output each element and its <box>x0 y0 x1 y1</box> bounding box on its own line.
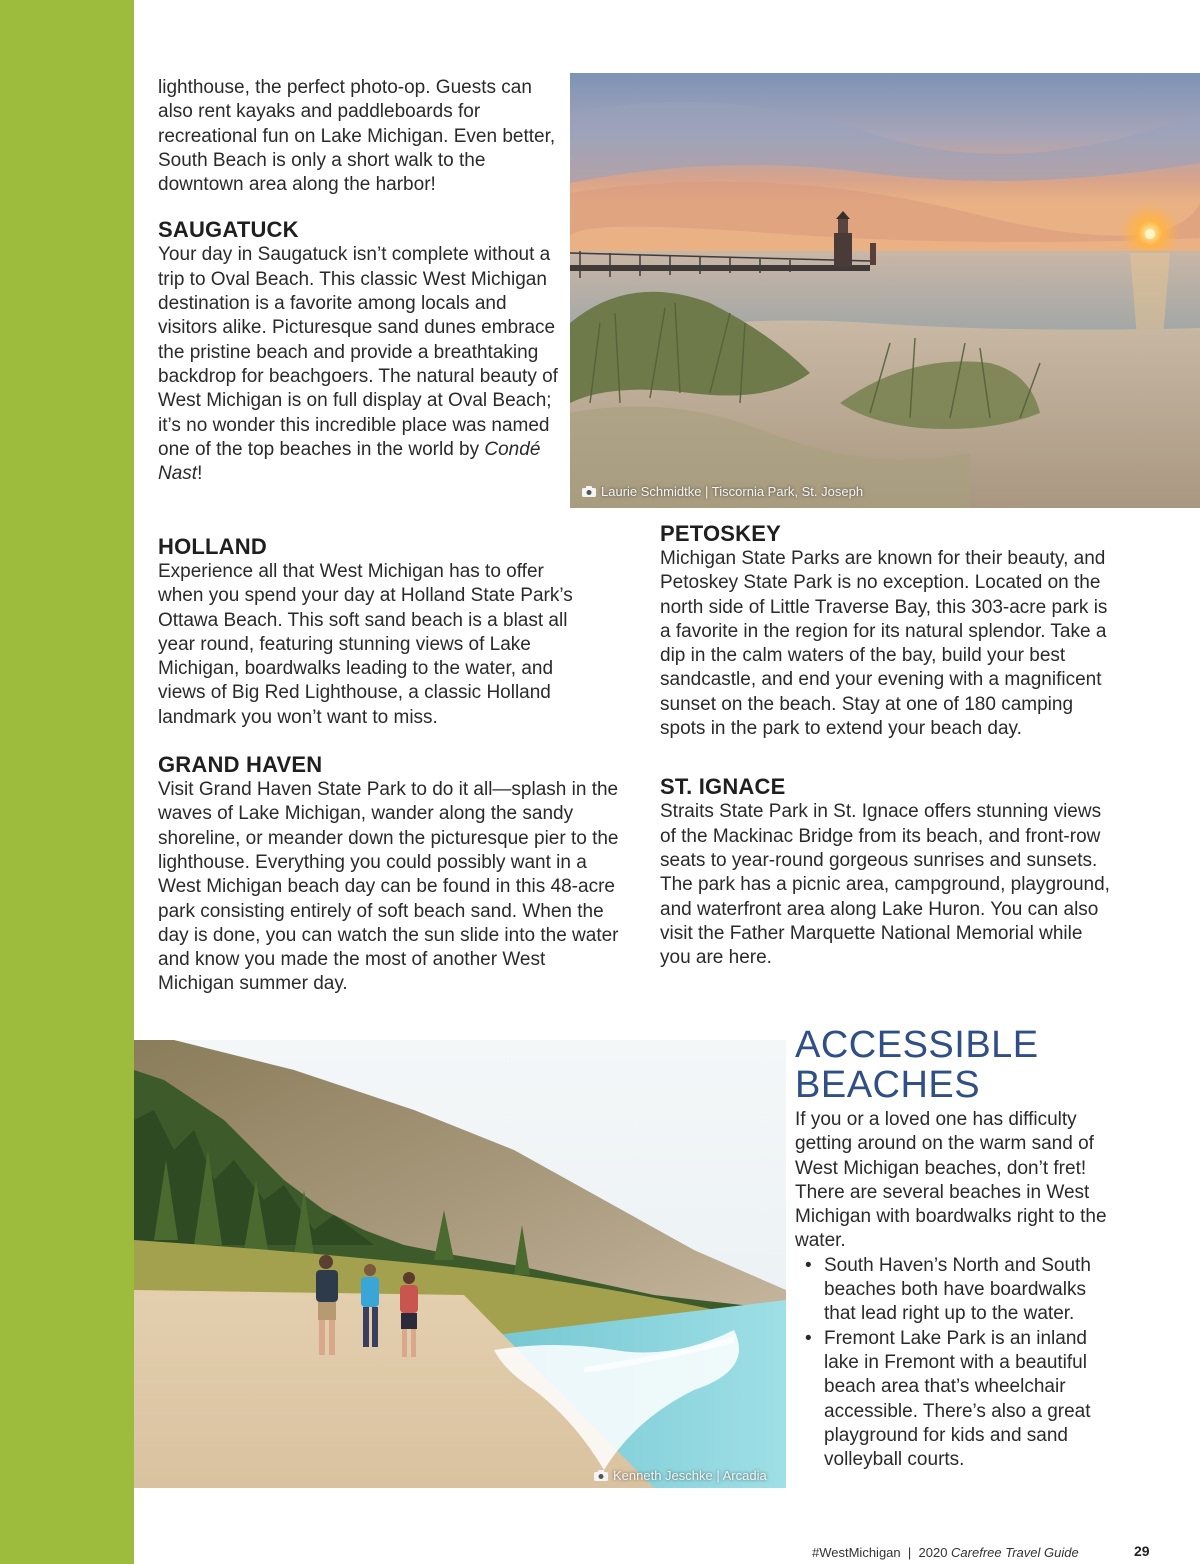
accessible-beaches-title: ACCESSIBLE BEACHES <box>795 1024 1039 1106</box>
left-column-middle <box>158 534 623 997</box>
accessible-list <box>795 1254 1115 1473</box>
page-footer: #WestMichigan | 2020 Carefree Travel Guide <box>812 1545 1079 1560</box>
section-heading-petoskey: PETOSKEY <box>660 521 782 546</box>
right-column <box>660 521 1115 970</box>
petoskey-paragraph: Michigan State Parks are known for their beauty, and Petoskey State Park is no exception. Located on the north side of Little Traverse Bay, this 303-acre park is a favorite in the region for its natural splendor. Take a dip in the calm waters of the bay, build your best sandcastle, and end your evening with a magnificent sunset on the beach. Stay at one of 180 camping spots in the park to extend your beach day. <box>660 548 1108 740</box>
sidebar-color-band <box>0 0 134 1564</box>
saugatuck-paragraph: Your day in Saugatuck isn’t complete without a trip to Oval Beach. This classic West Michigan destination is a favorite among locals and visitors alike. Picturesque sand dunes embrace the pristine beach and provide a breathtaking backdrop for beachgoers. The natural beauty of West Michigan is on full display at Oval Beach; it’s no wonder this incredible place was named one of the top beaches in the world by Condé Nast! <box>158 244 558 485</box>
list-item: • South Haven’s North and South beaches both have boardwalks that lead right up to the water. <box>795 1254 1115 1327</box>
camera-icon <box>582 486 596 497</box>
section-heading-grand-haven: GRAND HAVEN <box>158 752 323 778</box>
section-heading-st-ignace: ST. IGNACE <box>660 774 786 800</box>
arcadia-beach-photo <box>134 1040 786 1488</box>
photo2-credit: Kenneth Jeschke | Arcadia <box>594 1468 767 1483</box>
photo1-credit: Laurie Schmidtke | Tiscornia Park, St. Joseph <box>582 484 863 499</box>
accessible-intro: If you or a loved one has difficulty getting around on the warm sand of West Michigan beaches, don’t fret! There are several beaches in West Michigan with boardwalks right to the water. <box>795 1109 1107 1252</box>
left-column-top <box>158 76 563 486</box>
page-number: 29 <box>1134 1543 1150 1559</box>
section-heading-holland: HOLLAND <box>158 534 267 559</box>
list-item: • Fremont Lake Park is an inland lake in Fremont with a beautiful beach area that’s wheelchair accessible. There’s also a great playground for kids and sand volleyball courts. <box>795 1327 1115 1473</box>
accessible-beaches-section <box>795 1108 1115 1472</box>
conde-nast-italic: Condé Nast <box>158 438 541 485</box>
lighthouse-sunset-photo <box>570 73 1200 508</box>
grand-haven-paragraph: Visit Grand Haven State Park to do it all—splash in the waves of Lake Michigan, wander along the sandy shoreline, or meander down the picturesque pier to the lighthouse. Everything you could possibly want in a West Michigan beach day can be found in this 48-acre park consisting entirely of soft beach sand. When the day is done, you can watch the sun slide into the water and know you made the most of another West Michigan summer day. <box>158 779 619 995</box>
intro-paragraph: lighthouse, the perfect photo-op. Guests can also rent kayaks and paddleboards for recreational fun on Lake Michigan. Even better, South Beach is only a short walk to the downtown area along the harbor! <box>158 77 556 196</box>
st-ignace-paragraph: Straits State Park in St. Ignace offers stunning views of the Mackinac Bridge from its beach, and front-row seats to year-round gorgeous sunrises and sunsets. The park has a picnic area, campground, playground, and waterfront area along Lake Huron. You can also visit the Father Marquette National Memorial while you are here. <box>660 801 1110 969</box>
holland-paragraph: Experience all that West Michigan has to offer when you spend your day at Holland State Park’s Ottawa Beach. This soft sand beach is a blast all year round, featuring stunning views of Lake Michigan, boardwalks leading to the water, and views of Big Red Lighthouse, a classic Holland landmark you won’t want to miss. <box>158 561 573 728</box>
camera-icon <box>594 1470 608 1481</box>
section-heading-saugatuck: SAUGATUCK <box>158 217 299 243</box>
